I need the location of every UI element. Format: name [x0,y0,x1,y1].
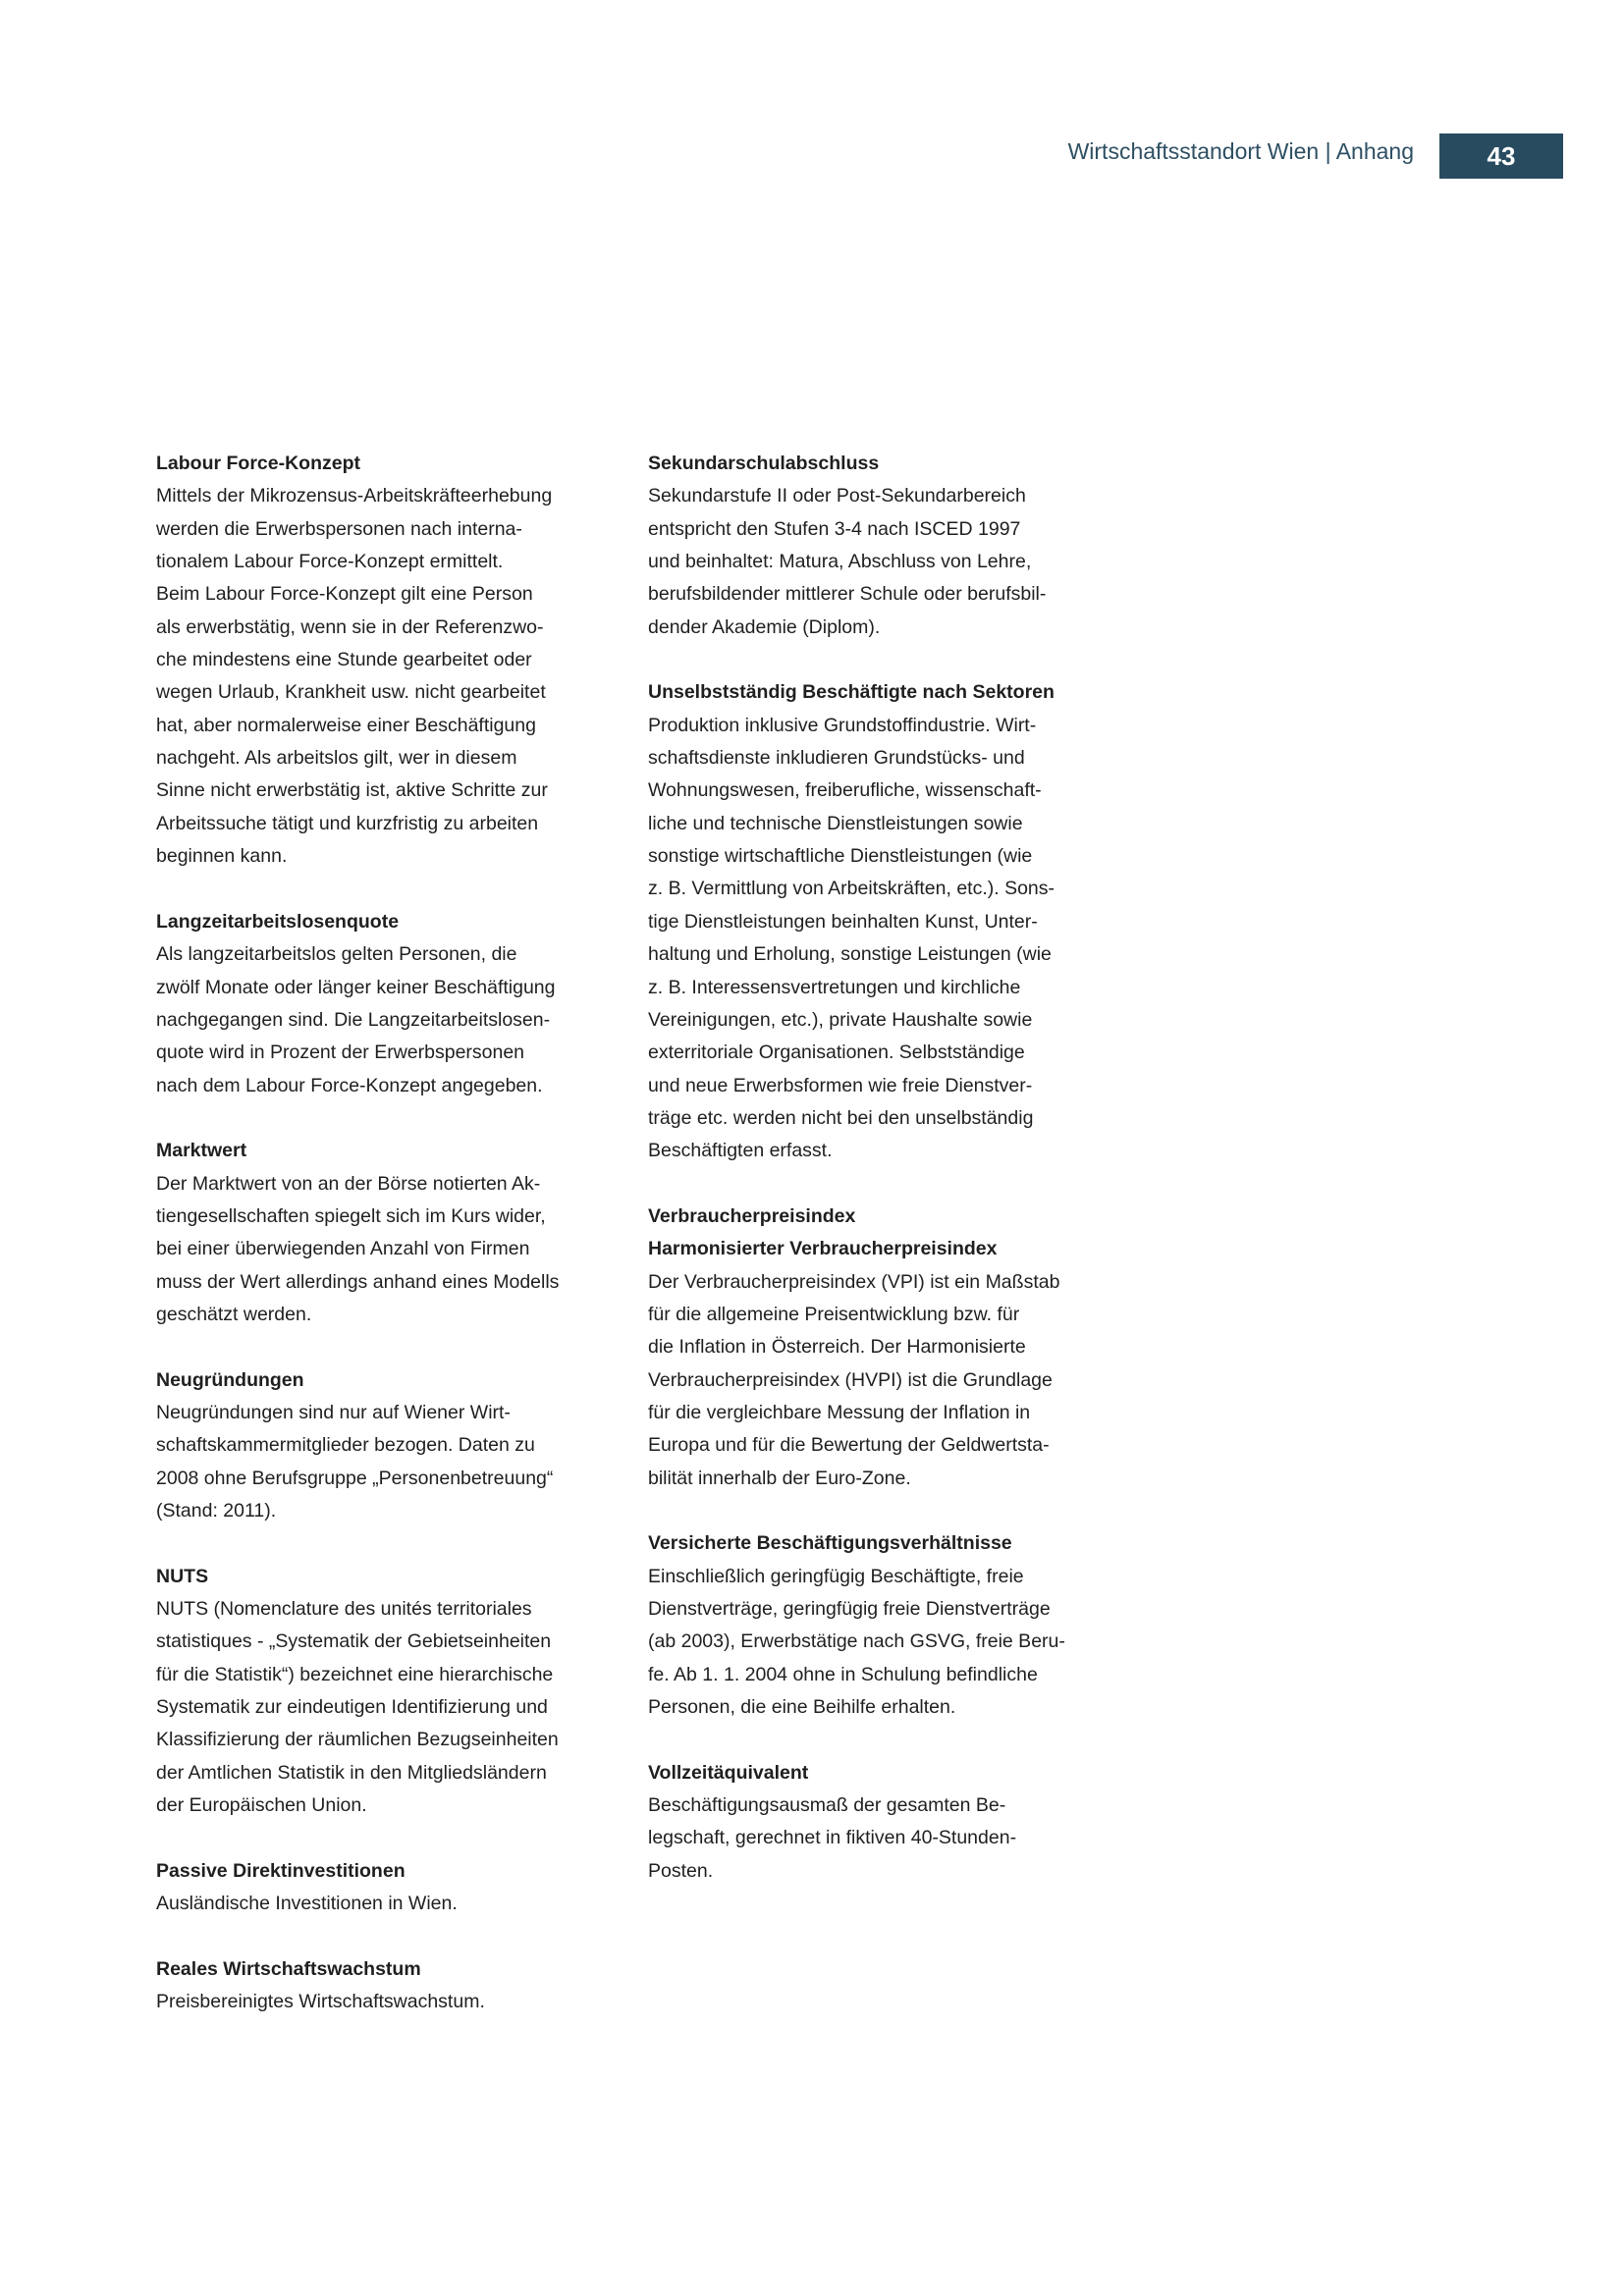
glossary-entry-marktwert [156,1135,618,1331]
glossary-entry-versicherte-beschaeftigungsverhaeltnisse [648,1527,1110,1724]
definition-line: Der Marktwert von an der Börse notierten Ak- [156,1172,541,1195]
glossary-entry-sekundarschulabschluss [648,448,1110,644]
definition-line: muss der Wert allerdings anhand eines Modells [156,1270,560,1293]
definition-line: tionalem Labour Force-Konzept ermittelt. [156,551,504,573]
definition-line: entspricht den Stufen 3-4 nach ISCED 1997 [648,517,1021,540]
definition-line: der Amtlichen Statistik in den Mitgliedsländern [156,1761,547,1784]
definition-line: (ab 2003), Erwerbstätige nach GSVG, freie Beru- [648,1630,1065,1653]
definition-line: Wohnungswesen, freiberufliche, wissenschaft- [648,779,1042,802]
glossary-term: Marktwert [156,1140,247,1162]
glossary-term: NUTS [156,1565,209,1587]
definition-line: exterritoriale Organisationen. Selbstständige [648,1041,1025,1064]
definition-line: z. B. Vermittlung von Arbeitskräften, etc.). Sons- [648,878,1056,900]
definition-line: haltung und Erholung, sonstige Leistungen (wie [648,943,1052,966]
page-number-badge: 43 [1439,133,1563,179]
definition-line: als erwerbstätig, wenn sie in der Referenzwo- [156,615,544,638]
definition-line: Personen, die eine Beihilfe erhalten. [648,1696,956,1719]
definition-line: Beschäftigten erfasst. [648,1140,833,1162]
definition-line: tige Dienstleistungen beinhalten Kunst, Unter- [648,910,1038,933]
definition-line: schaftskammermitglieder bezogen. Daten zu [156,1434,535,1457]
definition-line: Einschließlich geringfügig Beschäftigte, freie [648,1565,1024,1587]
glossary-term: Unselbstständig Beschäftigte nach Sektoren [648,681,1055,704]
glossary-entry-unselbststaendig-beschaeftigte-nach-sektoren [648,676,1110,1167]
definition-line: NUTS (Nomenclature des unités territoriales [156,1598,532,1621]
definition-line: Verbraucherpreisindex (HVPI) ist die Grundlage [648,1368,1053,1391]
definition-line: Systematik zur eindeutigen Identifizierung und [156,1696,548,1719]
definition-line: hat, aber normalerweise einer Beschäftigung [156,714,536,736]
definition-line: tiengesellschaften spiegelt sich im Kurs wider, [156,1204,546,1227]
definition-line: Beim Labour Force-Konzept gilt eine Person [156,583,533,606]
definition-line: dender Akademie (Diplom). [648,615,881,638]
glossary-term: Vollzeitäquivalent [648,1761,809,1784]
glossary-entry-vollzeitaequivalent [648,1757,1110,1888]
definition-line: Sinne nicht erwerbstätig ist, aktive Schritte zur [156,779,548,802]
definition-line: Produktion inklusive Grundstoffindustrie. Wirt- [648,714,1037,736]
definition-line: zwölf Monate oder länger keiner Beschäftigung [156,976,556,998]
glossary-term: Passive Direktinvestitionen [156,1859,406,1882]
left-column [156,448,618,2052]
definition-line: (Stand: 2011). [156,1500,277,1522]
definition-line: Mittels der Mikrozensus-Arbeitskräfteerhebung [156,485,553,507]
definition-line: der Europäischen Union. [156,1794,367,1817]
definition-line: Sekundarstufe II oder Post-Sekundarbereich [648,485,1026,507]
glossary-term: Neugründungen [156,1368,304,1391]
definition-line: träge etc. werden nicht bei den unselbständig [648,1106,1034,1129]
definition-line: z. B. Interessensvertretungen und kirchliche [648,976,1021,998]
right-column [648,448,1110,1920]
glossary-entry-neugruendungen [156,1364,618,1528]
glossary-entry-langzeitarbeitslosenquote [156,906,618,1102]
definition-line: Posten. [648,1859,714,1882]
definition-line: legschaft, gerechnet in fiktiven 40-Stunden- [648,1827,1017,1849]
definition-line: für die vergleichbare Messung der Inflation in [648,1401,1031,1423]
glossary-term: Verbraucherpreisindex [648,1204,856,1227]
definition-line: statistiques - „Systematik der Gebietseinheiten [156,1630,552,1653]
definition-line: Klassifizierung der räumlichen Bezugseinheiten [156,1729,559,1751]
definition-line: Als langzeitarbeitslos gelten Personen, die [156,943,517,966]
definition-line: Ausländische Investitionen in Wien. [156,1893,458,1915]
glossary-entry-nuts [156,1561,618,1823]
definition-line: sonstige wirtschaftliche Dienstleistungen (wie [648,845,1033,868]
definition-line: Neugründungen sind nur auf Wiener Wirt- [156,1401,511,1423]
definition-line: bilität innerhalb der Euro-Zone. [648,1467,911,1489]
definition-line: beginnen kann. [156,845,288,868]
definition-line: nach dem Labour Force-Konzept angegeben. [156,1074,543,1096]
definition-line: Preisbereinigtes Wirtschaftswachstum. [156,1991,485,2013]
glossary-term: Reales Wirtschaftswachstum [156,1957,421,1980]
definition-line: und neue Erwerbsformen wie freie Dienstver- [648,1074,1033,1096]
glossary-entry-labour-force-konzept [156,448,618,873]
glossary-term: Harmonisierter Verbraucherpreisindex [648,1238,998,1260]
definition-line: Beschäftigungsausmaß der gesamten Be- [648,1794,1006,1817]
definition-line: geschätzt werden. [156,1303,312,1325]
glossary-entry-reales-wirtschaftswachstum [156,1953,618,2019]
definition-line: Der Verbraucherpreisindex (VPI) ist ein Maßstab [648,1270,1060,1293]
glossary-entry-passive-direktinvestitionen [156,1855,618,1921]
definition-line: berufsbildender mittlerer Schule oder berufsbil- [648,583,1047,606]
definition-line: 2008 ohne Berufsgruppe „Personenbetreuung“ [156,1467,554,1489]
definition-line: die Inflation in Österreich. Der Harmonisierte [648,1336,1026,1359]
definition-line: liche und technische Dienstleistungen sowie [648,812,1023,834]
definition-line: und beinhaltet: Matura, Abschluss von Lehre, [648,551,1032,573]
definition-line: Dienstverträge, geringfügig freie Dienstverträge [648,1598,1051,1621]
glossary-entry-verbraucherpreisindex [648,1201,1110,1495]
glossary-term: Langzeitarbeitslosenquote [156,910,400,933]
definition-line: bei einer überwiegenden Anzahl von Firmen [156,1238,530,1260]
definition-line: nachgeht. Als arbeitslos gilt, wer in diesem [156,747,517,770]
definition-line: Arbeitssuche tätigt und kurzfristig zu arbeiten [156,812,539,834]
definition-line: che mindestens eine Stunde gearbeitet oder [156,649,532,671]
definition-line: für die Statistik“) bezeichnet eine hierarchische [156,1663,554,1685]
definition-line: Vereinigungen, etc.), private Haushalte sowie [648,1008,1033,1031]
definition-line: werden die Erwerbspersonen nach interna- [156,517,522,540]
definition-line: wegen Urlaub, Krankheit usw. nicht gearbeitet [156,681,546,704]
definition-line: für die allgemeine Preisentwicklung bzw. für [648,1303,1020,1325]
glossary-term: Versicherte Beschäftigungsverhältnisse [648,1532,1012,1555]
running-header-title: Wirtschaftsstandort Wien | Anhang [1067,138,1414,164]
definition-line: nachgegangen sind. Die Langzeitarbeitslosen- [156,1008,551,1031]
definition-line: fe. Ab 1. 1. 2004 ohne in Schulung befindliche [648,1663,1038,1685]
glossary-term: Labour Force-Konzept [156,453,360,474]
definition-line: Europa und für die Bewertung der Geldwertsta- [648,1434,1050,1457]
definition-line: schaftsdienste inkludieren Grundstücks- und [648,747,1025,770]
definition-line: quote wird in Prozent der Erwerbspersonen [156,1041,525,1064]
glossary-term: Sekundarschulabschluss [648,453,880,474]
